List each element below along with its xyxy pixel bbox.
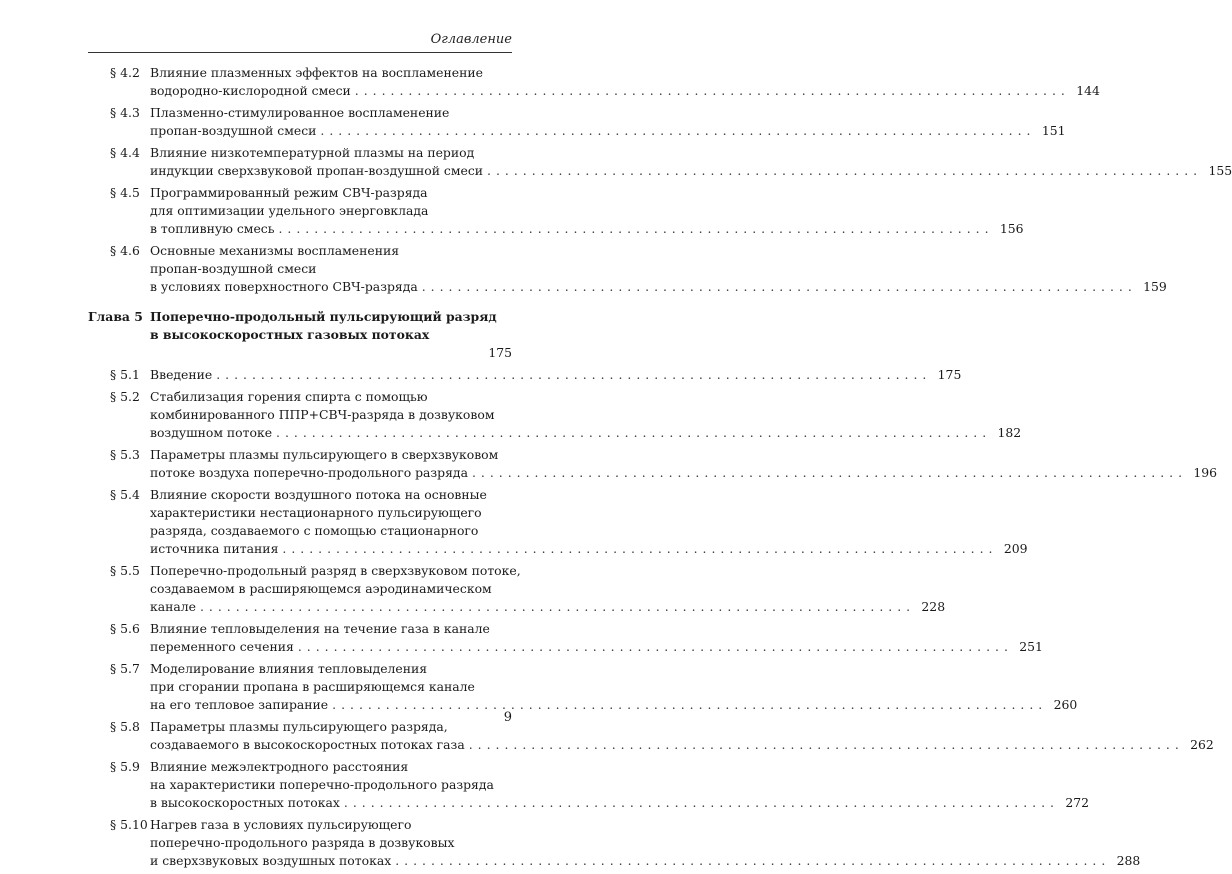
- entry-title-block: [150, 660, 1077, 714]
- section-number: § 5.5: [110, 563, 140, 578]
- entry-title-line: Влияние низкотемпературной плазмы на период: [150, 145, 475, 160]
- entry-title-block: [150, 562, 945, 616]
- entry-title-line: в топливную смесь: [150, 221, 275, 236]
- entry-title-line: Влияние тепловыделения на течение газа в канале: [150, 621, 490, 636]
- entry-title-line: Влияние скорости воздушного потока на основные: [150, 487, 487, 502]
- dot-leader: ................................................................................: [468, 737, 1184, 752]
- dot-leader: ................................................................................: [282, 541, 998, 556]
- entry-title-line: воздушном потоке: [150, 425, 273, 440]
- page-ref: 196: [1193, 465, 1218, 480]
- dot-leader: ................................................................................: [297, 639, 1013, 654]
- section-number: § 5.7: [110, 661, 140, 676]
- toc-section-entry[interactable]: [88, 184, 1024, 238]
- page-ref: 251: [1019, 639, 1043, 654]
- dot-leader: ................................................................................: [276, 425, 992, 440]
- section-number: § 4.4: [110, 145, 140, 160]
- running-head-title: Оглавление: [430, 32, 512, 47]
- dot-leader: ................................................................................: [216, 367, 932, 382]
- section-number: § 4.5: [110, 185, 140, 200]
- table-of-contents: [88, 64, 1232, 874]
- entry-title-line: на его тепловое запирание: [150, 697, 329, 712]
- page-ref: 288: [1116, 853, 1141, 868]
- dot-leader: ................................................................................: [395, 853, 1111, 868]
- entry-title-block: [150, 366, 961, 384]
- entry-title-line: индукции сверхзвуковой пропан-воздушной смеси: [150, 163, 484, 178]
- entry-title-line: характеристики нестационарного пульсирующего: [150, 505, 482, 520]
- toc-section-entry[interactable]: [88, 562, 946, 616]
- entry-title-line: пропан-воздушной смеси: [150, 261, 317, 276]
- entry-title-block: [150, 486, 1027, 558]
- entry-title-block: [150, 104, 1066, 140]
- entry-title-line: на характеристики поперечно-продольного разряда: [150, 777, 494, 792]
- page-ref: 272: [1065, 795, 1089, 810]
- toc-section-entry[interactable]: [88, 64, 1100, 100]
- entry-title-line: Моделирование влияния тепловыделения: [150, 661, 428, 676]
- toc-section-entry[interactable]: [88, 816, 1141, 870]
- toc-section-entry[interactable]: [88, 660, 1078, 714]
- entry-title-line: в высокоскоростных потоках: [150, 795, 340, 810]
- entry-title-line: комбинированного ППР+СВЧ-разряда в дозвуковом: [150, 407, 495, 422]
- entry-title-block: [150, 64, 1100, 100]
- entry-title-line: Основные механизмы воспламенения: [150, 243, 400, 258]
- entry-title-line: пропан-воздушной смеси: [150, 123, 317, 138]
- section-number: § 5.10: [110, 817, 148, 832]
- entry-title-line: Поперечно-продольный разряд в сверхзвуковом потоке,: [150, 563, 521, 578]
- entry-title-line: водородно-кислородной смеси: [150, 83, 351, 98]
- entry-title-line: Влияние плазменных эффектов на воспламенение: [150, 65, 483, 80]
- entry-title-line: создаваемого в высокоскоростных потоках газа: [150, 737, 465, 752]
- entry-title-line: разряда, создаваемого с помощью стационарного: [150, 523, 479, 538]
- page-ref: 156: [999, 221, 1024, 236]
- header-rule: [88, 52, 512, 53]
- page-ref: 175: [937, 367, 962, 382]
- toc-chapter-entry[interactable]: [88, 308, 512, 362]
- toc-section-entry[interactable]: [88, 718, 1214, 754]
- entry-title-line: Параметры плазмы пульсирующего разряда,: [150, 719, 448, 734]
- page-ref: 209: [1003, 541, 1028, 556]
- entry-title-line: для оптимизации удельного энерговклада: [150, 203, 429, 218]
- toc-section-entry[interactable]: [88, 446, 1218, 482]
- dot-leader: ................................................................................: [320, 123, 1036, 138]
- entry-title-line: источника питания: [150, 541, 279, 556]
- section-number: § 4.3: [110, 105, 140, 120]
- dot-leader: ................................................................................: [471, 465, 1188, 480]
- page-ref: 262: [1190, 737, 1214, 752]
- entry-title-block: [150, 144, 1232, 180]
- entry-title-line: Влияние межэлектродного расстояния: [150, 759, 409, 774]
- dot-leader: ................................................................................: [332, 697, 1048, 712]
- entry-title-line: канале: [150, 599, 196, 614]
- entry-title-line: переменного сечения: [150, 639, 294, 654]
- entry-title-line: в условиях поверхностного СВЧ-разряда: [150, 279, 418, 294]
- page-ref: 182: [997, 425, 1022, 440]
- entry-title-block: [150, 388, 1021, 442]
- entry-title-line: Параметры плазмы пульсирующего в сверхзвуковом: [150, 447, 499, 462]
- section-number: § 5.8: [110, 719, 140, 734]
- toc-section-entry[interactable]: [88, 144, 1232, 180]
- page-ref: 144: [1076, 83, 1100, 98]
- page-ref: 260: [1053, 697, 1078, 712]
- entry-title-block: [150, 620, 1043, 656]
- dot-leader: ................................................................................: [343, 795, 1059, 810]
- entry-title-line: Стабилизация горения спирта с помощью: [150, 389, 428, 404]
- entry-title-line: потоке воздуха поперечно-продольного разряда: [150, 465, 468, 480]
- page-ref: 151: [1041, 123, 1066, 138]
- page-number: 9: [503, 710, 512, 725]
- page-ref: 159: [1143, 279, 1167, 294]
- entry-title-line: и сверхзвуковых воздушных потоках: [150, 853, 392, 868]
- chapter-number: Глава 5: [88, 309, 143, 324]
- dot-leader: ................................................................................: [199, 599, 916, 614]
- dot-leader: ................................................................................: [354, 83, 1070, 98]
- page-ref: 175: [488, 345, 512, 360]
- section-number: § 4.2: [110, 65, 140, 80]
- entry-title-block: [150, 242, 1167, 296]
- page-ref: 155: [1208, 163, 1232, 178]
- toc-section-entry[interactable]: [88, 388, 1022, 442]
- entry-title-line: Поперечно-продольный пульсирующий разряд: [150, 309, 497, 324]
- entry-title-block: [150, 184, 1024, 238]
- entry-title-block: [150, 816, 1140, 870]
- section-number: § 5.9: [110, 759, 140, 774]
- toc-section-entry[interactable]: [88, 758, 1089, 812]
- section-number: § 5.4: [110, 487, 140, 502]
- entry-title-block: [150, 308, 512, 362]
- section-number: § 5.6: [110, 621, 140, 636]
- section-number: § 5.2: [110, 389, 140, 404]
- dot-leader: ................................................................................: [487, 163, 1203, 178]
- entry-title-block: [150, 758, 1089, 812]
- entry-title-line: Введение: [150, 367, 213, 382]
- toc-section-entry[interactable]: [88, 486, 1028, 558]
- entry-title-line: создаваемом в расширяющемся аэродинамическом: [150, 581, 492, 596]
- toc-section-entry[interactable]: [88, 366, 962, 384]
- section-number: § 5.1: [110, 367, 140, 382]
- page-ref: 228: [921, 599, 946, 614]
- toc-section-entry[interactable]: [88, 242, 1167, 296]
- entry-title-line: при сгорании пропана в расширяющемся канале: [150, 679, 475, 694]
- entry-title-line: Нагрев газа в условиях пульсирующего: [150, 817, 412, 832]
- entry-title-block: [150, 446, 1217, 482]
- entry-title-line: в высокоскоростных газовых потоках: [150, 327, 430, 342]
- entry-title-line: Программированный режим СВЧ-разряда: [150, 185, 428, 200]
- dot-leader: ................................................................................: [421, 279, 1137, 294]
- entry-title-line: Плазменно-стимулированное воспламенение: [150, 105, 450, 120]
- entry-title-line: поперечно-продольного разряда в дозвуковых: [150, 835, 455, 850]
- entry-title-block: [150, 718, 1214, 754]
- dot-leader: ................................................................................: [278, 221, 994, 236]
- toc-section-entry[interactable]: [88, 104, 1066, 140]
- section-number: § 4.6: [110, 243, 140, 258]
- section-number: § 5.3: [110, 447, 140, 462]
- toc-section-entry[interactable]: [88, 620, 1043, 656]
